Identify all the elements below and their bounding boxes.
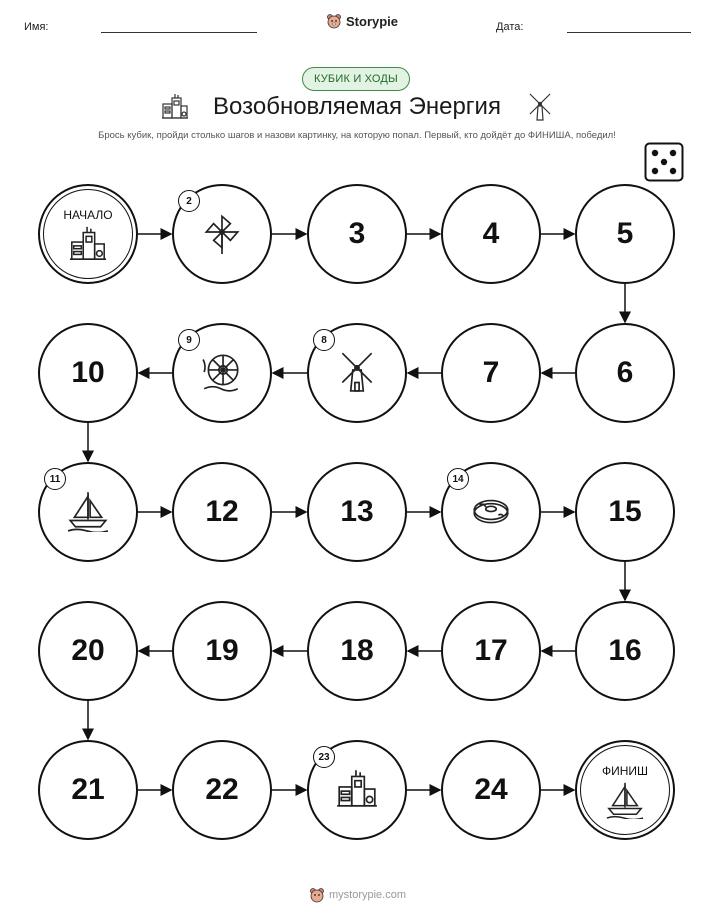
space-number: 24 <box>474 773 508 806</box>
start-space <box>38 184 138 284</box>
instructions: Брось кубик, пройди столько шагов и назови картинку, на которую попал. Первый, кто дойдёт до ФИНИША, победил! <box>98 130 616 141</box>
footer <box>309 887 406 903</box>
windmill-icon <box>335 349 379 398</box>
space-number: 19 <box>205 634 239 667</box>
date-label: Дата: <box>496 21 524 33</box>
board-space-18 <box>307 601 407 701</box>
bread-icon <box>469 488 513 537</box>
factory-icon <box>335 766 379 815</box>
page-title: Возобновляемая Энергия <box>213 93 501 120</box>
space-number: 12 <box>205 495 239 528</box>
pinwheel-icon <box>200 210 244 259</box>
board-space-24 <box>441 740 541 840</box>
space-number: 15 <box>608 495 642 528</box>
name-label: Имя: <box>24 21 49 33</box>
space-number: 17 <box>474 634 508 667</box>
sailboat-icon <box>605 779 645 824</box>
space-number: 10 <box>71 356 105 389</box>
board-space-3 <box>307 184 407 284</box>
space-number: 20 <box>71 634 105 667</box>
board-space-14 <box>441 462 541 562</box>
finish-space <box>575 740 675 840</box>
start-label: НАЧАЛО <box>63 208 113 222</box>
board-space-19 <box>172 601 272 701</box>
board-space-2 <box>172 184 272 284</box>
space-number: 22 <box>205 773 239 806</box>
finish-label: ФИНИШ <box>601 764 649 778</box>
space-number: 13 <box>340 495 374 528</box>
board-space-17 <box>441 601 541 701</box>
game-type-badge: КУБИК И ХОДЫ <box>302 67 410 91</box>
space-number: 4 <box>482 217 500 250</box>
space-number: 16 <box>608 634 642 667</box>
board-space-5 <box>575 184 675 284</box>
space-number-badge: 23 <box>313 746 335 768</box>
board-space-21 <box>38 740 138 840</box>
board-space-10 <box>38 323 138 423</box>
brand-name: Storypie <box>346 13 399 29</box>
board-space-6 <box>575 323 675 423</box>
space-number-badge: 9 <box>178 329 200 351</box>
factory-icon <box>68 223 108 268</box>
board-space-11 <box>38 462 138 562</box>
space-number-badge: 8 <box>313 329 335 351</box>
space-number: 21 <box>71 773 105 806</box>
space-number: 7 <box>482 356 500 389</box>
space-number-badge: 11 <box>44 468 66 490</box>
board-space-15 <box>575 462 675 562</box>
board-space-4 <box>441 184 541 284</box>
board-space-8 <box>307 323 407 423</box>
board-space-16 <box>575 601 675 701</box>
board-space-7 <box>441 323 541 423</box>
bear-logo-icon <box>309 887 325 903</box>
space-number-badge: 14 <box>447 468 469 490</box>
board-space-22 <box>172 740 272 840</box>
board-space-20 <box>38 601 138 701</box>
board-space-12 <box>172 462 272 562</box>
space-number: 6 <box>616 356 634 389</box>
waterwheel-icon <box>200 349 244 398</box>
footer-site: mystorypie.com <box>329 889 407 901</box>
space-number: 3 <box>348 217 366 250</box>
board-space-13 <box>307 462 407 562</box>
space-number: 5 <box>616 217 634 250</box>
space-number-badge: 2 <box>178 190 200 212</box>
board-space-23 <box>307 740 407 840</box>
board-space-9 <box>172 323 272 423</box>
space-number: 18 <box>340 634 374 667</box>
sailboat-icon <box>66 488 110 537</box>
